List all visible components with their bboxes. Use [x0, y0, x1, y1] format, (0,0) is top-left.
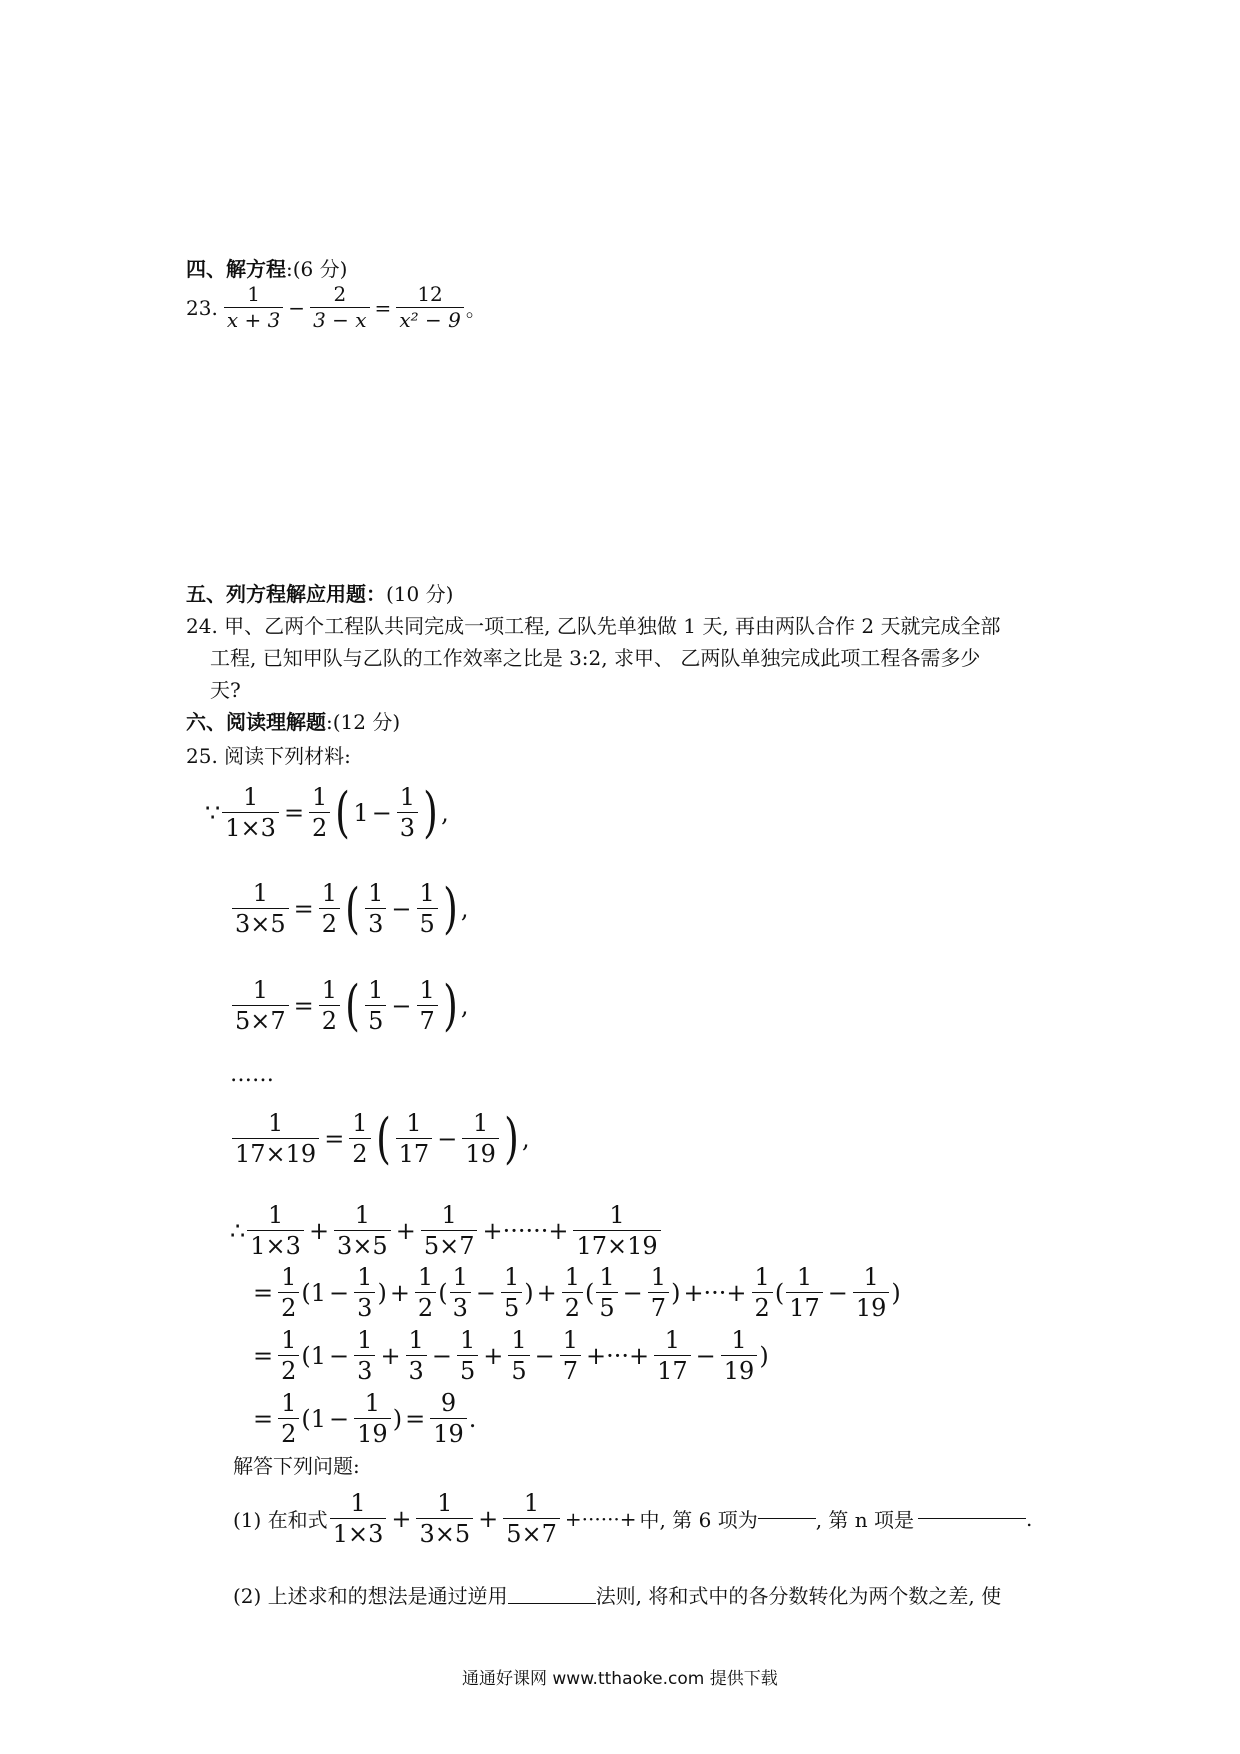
- term: 1: [310, 1404, 327, 1433]
- q24-line-2: 工程, 已知甲队与乙队的工作效率之比是 3:2, 求甲、 乙两队单独完成此项工程各需多少: [210, 646, 981, 670]
- frac-num: 1: [334, 1200, 391, 1231]
- q23-end-mark: 。: [465, 297, 486, 321]
- frac-den: 3: [408, 1357, 424, 1385]
- answer-blank-6th-term[interactable]: [758, 1518, 816, 1519]
- frac-den: 19: [433, 1420, 464, 1448]
- frac-num: 1: [349, 1108, 370, 1139]
- term: 1: [310, 1341, 327, 1370]
- section-5-title: 五、列方程解应用题：: [186, 582, 386, 606]
- ellipsis: ……: [230, 1062, 274, 1087]
- frac-den: 2: [281, 1420, 297, 1448]
- frac-den: 5: [503, 1294, 520, 1322]
- frac-num: 1: [654, 1325, 691, 1356]
- frac-den: 7: [562, 1357, 578, 1385]
- sub-q1-end: , 第 n 项是: [815, 1508, 915, 1532]
- identity-1: ∵ $\frac{1}{1\times 3}$ = $\frac{1}{2}$ ( 1 − $\frac{1}{3}$ ) ,: [205, 780, 449, 844]
- frac-den: 5: [368, 1007, 384, 1035]
- frac-num: 1: [354, 1325, 375, 1356]
- frac-num: 1: [417, 975, 438, 1006]
- frac-num: 1: [365, 878, 386, 909]
- q23-f1-den: x + 3: [226, 308, 281, 332]
- q23-f1-num: 1: [224, 282, 283, 308]
- frac-den: 7: [419, 1007, 435, 1035]
- q23-fraction-3: [396, 282, 464, 333]
- period: .: [468, 1404, 477, 1433]
- frac-den: 17: [398, 1140, 430, 1168]
- frac-den: 5: [459, 1357, 476, 1385]
- frac-den: 1×3: [332, 1520, 384, 1548]
- q23-minus: −: [288, 295, 306, 320]
- frac-num: 1: [416, 1488, 473, 1519]
- frac-num: 1: [415, 1262, 436, 1293]
- frac-den: 2: [281, 1357, 297, 1385]
- frac-den: 2: [321, 1007, 338, 1035]
- frac-num: 1: [278, 1262, 299, 1293]
- frac-num: 1: [278, 1325, 299, 1356]
- frac-num: 1: [278, 1388, 299, 1419]
- frac-num: 1: [330, 1488, 387, 1519]
- section-4-heading: [186, 253, 347, 282]
- identity-2: $\frac{1}{3\times 5}$ = $\frac{1}{2}$ ( $\frac{1}{3}$ − $\frac{1}{5}$ ) ,: [230, 878, 469, 939]
- comma: ,: [460, 894, 469, 923]
- frac-num: 1: [853, 1262, 890, 1293]
- frac-num: 1: [560, 1325, 581, 1356]
- answer-blank-rule[interactable]: [508, 1585, 596, 1604]
- frac-num: 1: [319, 878, 340, 909]
- section-5-heading: [186, 578, 453, 607]
- sum-line: ∴ $\frac{1}{1\times 3}$ + $\frac{1}{3\times 5}$ + $\frac{1}{5\times 7}$ +······+ $\frac{1}{17\times 19}$: [230, 1200, 663, 1261]
- q24-line-1: 24. 甲、乙两个工程队共同完成一项工程, 乙队先单独做 1 天, 再由两队合作 2 天就完成全部: [186, 614, 1001, 638]
- frac-num: 1: [508, 1325, 529, 1356]
- frac-den: 19: [357, 1420, 388, 1448]
- period: .: [1026, 1506, 1033, 1531]
- q23-f2-den: 3 − x: [313, 308, 367, 332]
- frac-den: 3: [368, 910, 384, 938]
- frac-num: 1: [450, 1262, 471, 1293]
- frac-num: 1: [457, 1325, 478, 1356]
- frac-den: 3×5: [235, 910, 286, 938]
- frac-den: 3: [452, 1294, 468, 1322]
- frac-den: 3: [357, 1294, 373, 1322]
- frac-den: 7: [650, 1294, 667, 1322]
- frac-den: 19: [465, 1140, 496, 1168]
- sub-q2-suffix: 法则, 将和式中的各分数转化为两个数之差, 使: [595, 1584, 1002, 1608]
- frac-num: 1: [232, 975, 289, 1006]
- frac-num: 1: [396, 1108, 433, 1139]
- sum-dots: +······+: [482, 1216, 569, 1245]
- q23-equals: =: [374, 295, 392, 320]
- frac-den: 19: [855, 1294, 887, 1322]
- frac-num: 1: [232, 878, 289, 909]
- frac-num: 1: [596, 1262, 617, 1293]
- frac-den: 17: [657, 1357, 688, 1385]
- q25-ask: 解答下列问题:: [233, 1454, 360, 1478]
- frac-den: 3: [357, 1357, 373, 1385]
- frac-num: 1: [406, 1325, 427, 1356]
- frac-num: 1: [309, 782, 330, 813]
- q23-fraction-2: [310, 282, 369, 333]
- term: 1: [353, 798, 369, 827]
- frac-num: 1: [232, 1108, 319, 1139]
- frac-den: 2: [321, 910, 338, 938]
- q25-intro: 25. 阅读下列材料:: [186, 744, 351, 768]
- answer-blank-nth-term[interactable]: [918, 1518, 1026, 1519]
- section-5-points: (10 分): [386, 582, 454, 606]
- frac-den: 17×19: [235, 1140, 317, 1168]
- comma: ,: [521, 1124, 530, 1153]
- frac-num: 1: [503, 1488, 560, 1519]
- frac-num: 9: [430, 1388, 467, 1419]
- frac-num: 1: [421, 1200, 478, 1231]
- frac-num: 1: [648, 1262, 669, 1293]
- question-23-number: 23.: [186, 295, 218, 320]
- frac-num: 1: [417, 878, 438, 909]
- frac-den: 3×5: [337, 1232, 388, 1260]
- frac-den: 5×7: [235, 1007, 286, 1035]
- step-dots: +···+: [683, 1278, 747, 1307]
- frac-num: 1: [721, 1325, 758, 1356]
- frac-den: 5×7: [423, 1232, 475, 1260]
- sub-question-2: [233, 1580, 1001, 1609]
- frac-num: 1: [752, 1262, 773, 1293]
- frac-num: 1: [319, 975, 340, 1006]
- q24-line-3: 天?: [210, 678, 241, 702]
- sub-q2-prefix: (2) 上述求和的想法是通过逆用: [233, 1584, 508, 1608]
- frac-num: 1: [562, 1262, 583, 1293]
- term: 1: [310, 1278, 327, 1307]
- sub-q1-mid: 中, 第 6 项为: [639, 1508, 758, 1532]
- frac-den: 19: [723, 1357, 755, 1385]
- identity-3: $\frac{1}{5\times 7}$ = $\frac{1}{2}$ ( $\frac{1}{5}$ − $\frac{1}{7}$ ) ,: [230, 975, 469, 1036]
- step-1: = $\frac{1}{2}$ ( 1 − $\frac{1}{3}$ ) + $\frac{1}{2}$ ( $\frac{1}{3}$ − $\frac{1}{5}$ ) + $\frac{1}{2}$ ( $\frac{1}{5}$ − $\frac{1}{7}$ ) +···+ $\frac{1}{2}$ ( $\frac{1}{17}$ − $\frac{1}{19}$ ): [253, 1263, 901, 1322]
- frac-den: 5×7: [506, 1520, 557, 1548]
- frac-den: 3: [399, 814, 416, 842]
- step-3: = $\frac{1}{2}$ ( 1 − $\frac{1}{19}$ ) = $\frac{9}{19}$ .: [253, 1389, 477, 1448]
- frac-den: 5: [419, 910, 435, 938]
- frac-den: 5: [599, 1294, 615, 1322]
- sub-q1-prefix: (1) 在和式: [233, 1508, 328, 1532]
- frac-num: 1: [365, 975, 386, 1006]
- frac-den: 1×3: [225, 814, 276, 842]
- frac-den: 5: [511, 1357, 527, 1385]
- section-6-title: 六、阅读理解题: [186, 710, 326, 734]
- frac-den: 3×5: [419, 1520, 471, 1548]
- frac-num: 1: [462, 1108, 499, 1139]
- therefore-symbol: ∴: [230, 1216, 246, 1245]
- frac-num: 1: [397, 782, 418, 813]
- frac-den: 2: [312, 814, 328, 842]
- section-4-points: :(6 分): [286, 257, 348, 281]
- frac-den: 17×19: [576, 1232, 658, 1260]
- q23-f2-num: 2: [310, 282, 369, 308]
- frac-den: 2: [754, 1294, 770, 1322]
- section-6-points: :(12 分): [326, 710, 401, 734]
- sub-question-1: (1) 在和式 $\frac{1}{1\times 3}$ + $\frac{1}{3\times 5}$ + $\frac{1}{5\times 7}$ +······+ 中, 第 6 项为 , 第 n 项是 .: [233, 1489, 1033, 1548]
- frac-num: 1: [573, 1200, 660, 1231]
- frac-den: 2: [281, 1294, 297, 1322]
- identity-last: $\frac{1}{17\times 19}$ = $\frac{1}{2}$ ( $\frac{1}{17}$ − $\frac{1}{19}$ ) ,: [230, 1108, 530, 1169]
- q23-f3-den: x² − 9: [399, 308, 461, 332]
- frac-num: 1: [354, 1388, 391, 1419]
- comma: ,: [441, 798, 449, 827]
- comma: ,: [460, 991, 469, 1020]
- q23-fraction-1: [224, 282, 283, 333]
- frac-num: 1: [786, 1262, 823, 1293]
- step-dots: +···+: [586, 1341, 650, 1370]
- q23-f3-num: 12: [396, 282, 464, 308]
- section-4-title: 四、解方程: [186, 257, 286, 281]
- frac-den: 1×3: [250, 1232, 301, 1260]
- because-symbol: ∵: [205, 798, 221, 827]
- frac-den: 2: [417, 1294, 434, 1322]
- page-footer: 通通好课网 www.tthaoke.com 提供下载: [462, 1669, 778, 1689]
- sum-dots: +······+: [564, 1506, 637, 1531]
- frac-den: 2: [352, 1140, 368, 1168]
- frac-num: 1: [222, 782, 279, 813]
- frac-num: 1: [247, 1200, 304, 1231]
- section-6-heading: [186, 706, 400, 735]
- frac-den: 2: [564, 1294, 581, 1322]
- step-2: = $\frac{1}{2}$ ( 1 − $\frac{1}{3}$ + $\frac{1}{3}$ − $\frac{1}{5}$ + $\frac{1}{5}$ − $\frac{1}{7}$ +···+ $\frac{1}{17}$ − $\frac{1}{19}$ ): [253, 1326, 769, 1385]
- frac-den: 17: [789, 1294, 820, 1322]
- frac-num: 1: [354, 1262, 375, 1293]
- question-23: [186, 282, 486, 333]
- frac-num: 1: [501, 1262, 522, 1293]
